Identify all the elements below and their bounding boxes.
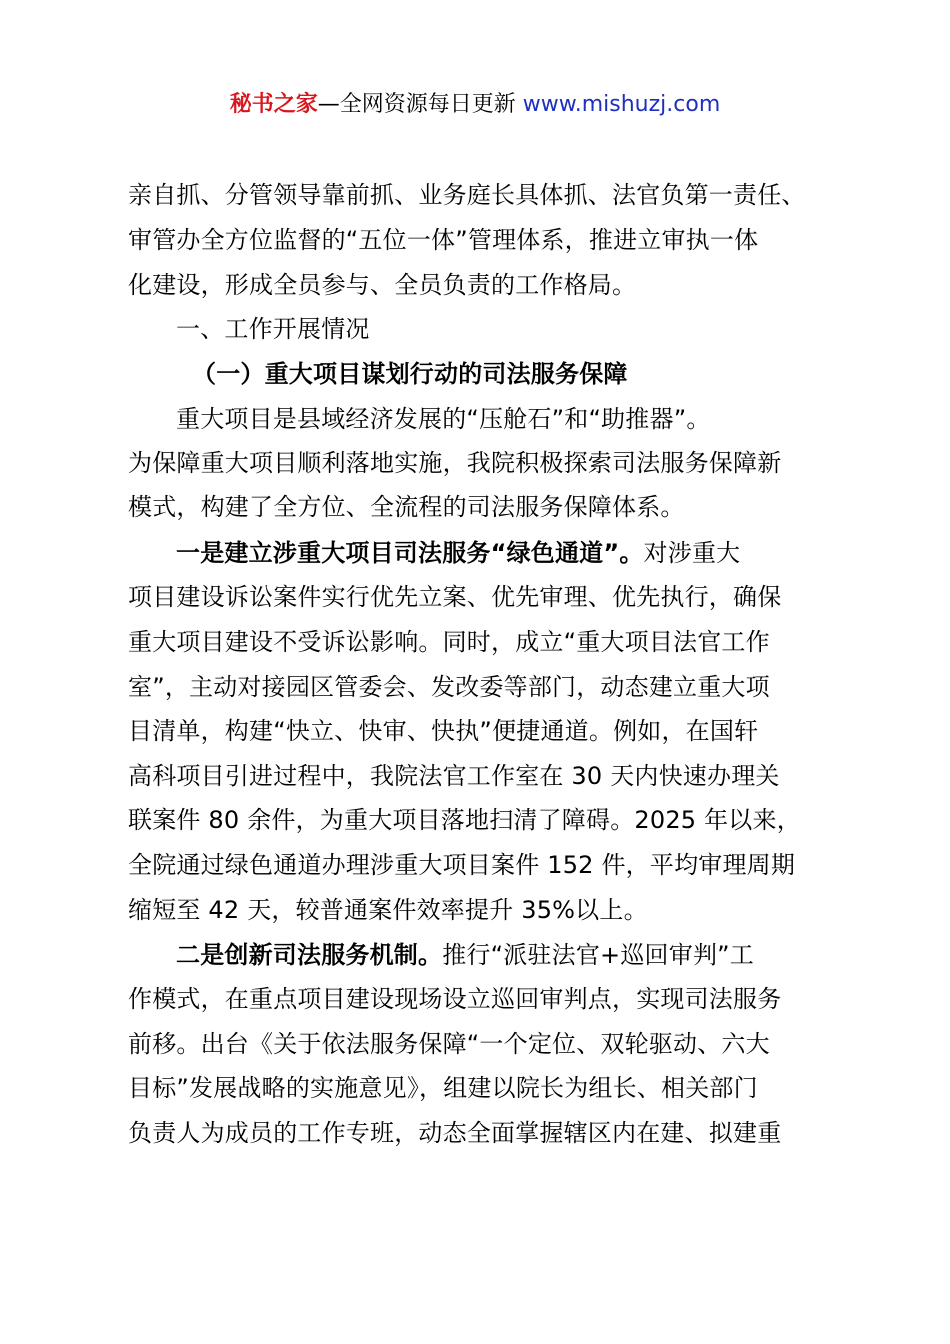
site-header [0, 88, 950, 122]
line-text: 对涉重大 [643, 539, 741, 567]
paragraph-line: 为保障重大项目顺利落地实施，我院积极探索司法服务保障新 [128, 449, 782, 477]
site-url-link[interactable]: www.mishuzj.com [522, 92, 721, 117]
paragraph-line: 作模式，在重点项目建设现场设立巡回审判点，实现司法服务 [128, 985, 782, 1013]
lead-sentence: 一是建立涉重大项目司法服务“绿色通道”。 [176, 539, 644, 567]
paragraph-line: 全院通过绿色通道办理涉重大项目案件 152 件，平均审理周期 [128, 851, 796, 879]
paragraph-line: 重大项目建设不受诉讼影响。同时，成立“重大项目法官工作 [128, 628, 770, 656]
section-heading: 一、工作开展情况 [176, 315, 370, 343]
paragraph-line [176, 537, 740, 569]
paragraph-line: 模式，构建了全方位、全流程的司法服务保障体系。 [128, 493, 685, 521]
paragraph-line: 审管办全方位监督的“五位一体”管理体系，推进立审执一体 [128, 226, 759, 254]
paragraph-line: 重大项目是县域经济发展的“压舱石”和“助推器”。 [176, 405, 711, 433]
site-tagline: —全网资源每日更新 [317, 92, 516, 117]
paragraph-line: 负责人为成员的工作专班，动态全面掌握辖区内在建、拟建重 [128, 1119, 782, 1147]
paragraph-line: 高科项目引进过程中，我院法官工作室在 30 天内快速办理关 [128, 762, 780, 790]
paragraph-line: 项目建设诉讼案件实行优先立案、优先审理、优先执行，确保 [128, 583, 782, 611]
lead-sentence: 二是创新司法服务机制。 [176, 941, 443, 969]
paragraph-line: 室”，主动对接园区管委会、发改委等部门，动态建立重大项 [128, 673, 770, 701]
line-text: 推行“派驻法官+巡回审判”工 [442, 941, 754, 969]
site-brand: 秘书之家 [229, 92, 318, 117]
paragraph-line: 目清单，构建“快立、快审、快执”便捷通道。例如，在国轩 [128, 717, 759, 745]
paragraph-line [176, 939, 754, 971]
paragraph-line: 目标”发展战略的实施意见》，组建以院长为组长、相关部门 [128, 1074, 758, 1102]
subsection-heading: （一）重大项目谋划行动的司法服务保障 [192, 360, 628, 388]
paragraph-line: 化建设，形成全员参与、全员负责的工作格局。 [128, 271, 637, 299]
paragraph-line: 亲自抓、分管领导靠前抓、业务庭长具体抓、法官负第一责任、 [128, 181, 806, 209]
paragraph-line: 前移。出台《关于依法服务保障“一个定位、双轮驱动、六大 [128, 1030, 770, 1058]
paragraph-line: 联案件 80 余件，为重大项目落地扫清了障碍。2025 年以来， [128, 806, 801, 834]
paragraph-line: 缩短至 42 天，较普通案件效率提升 35%以上。 [128, 896, 648, 924]
